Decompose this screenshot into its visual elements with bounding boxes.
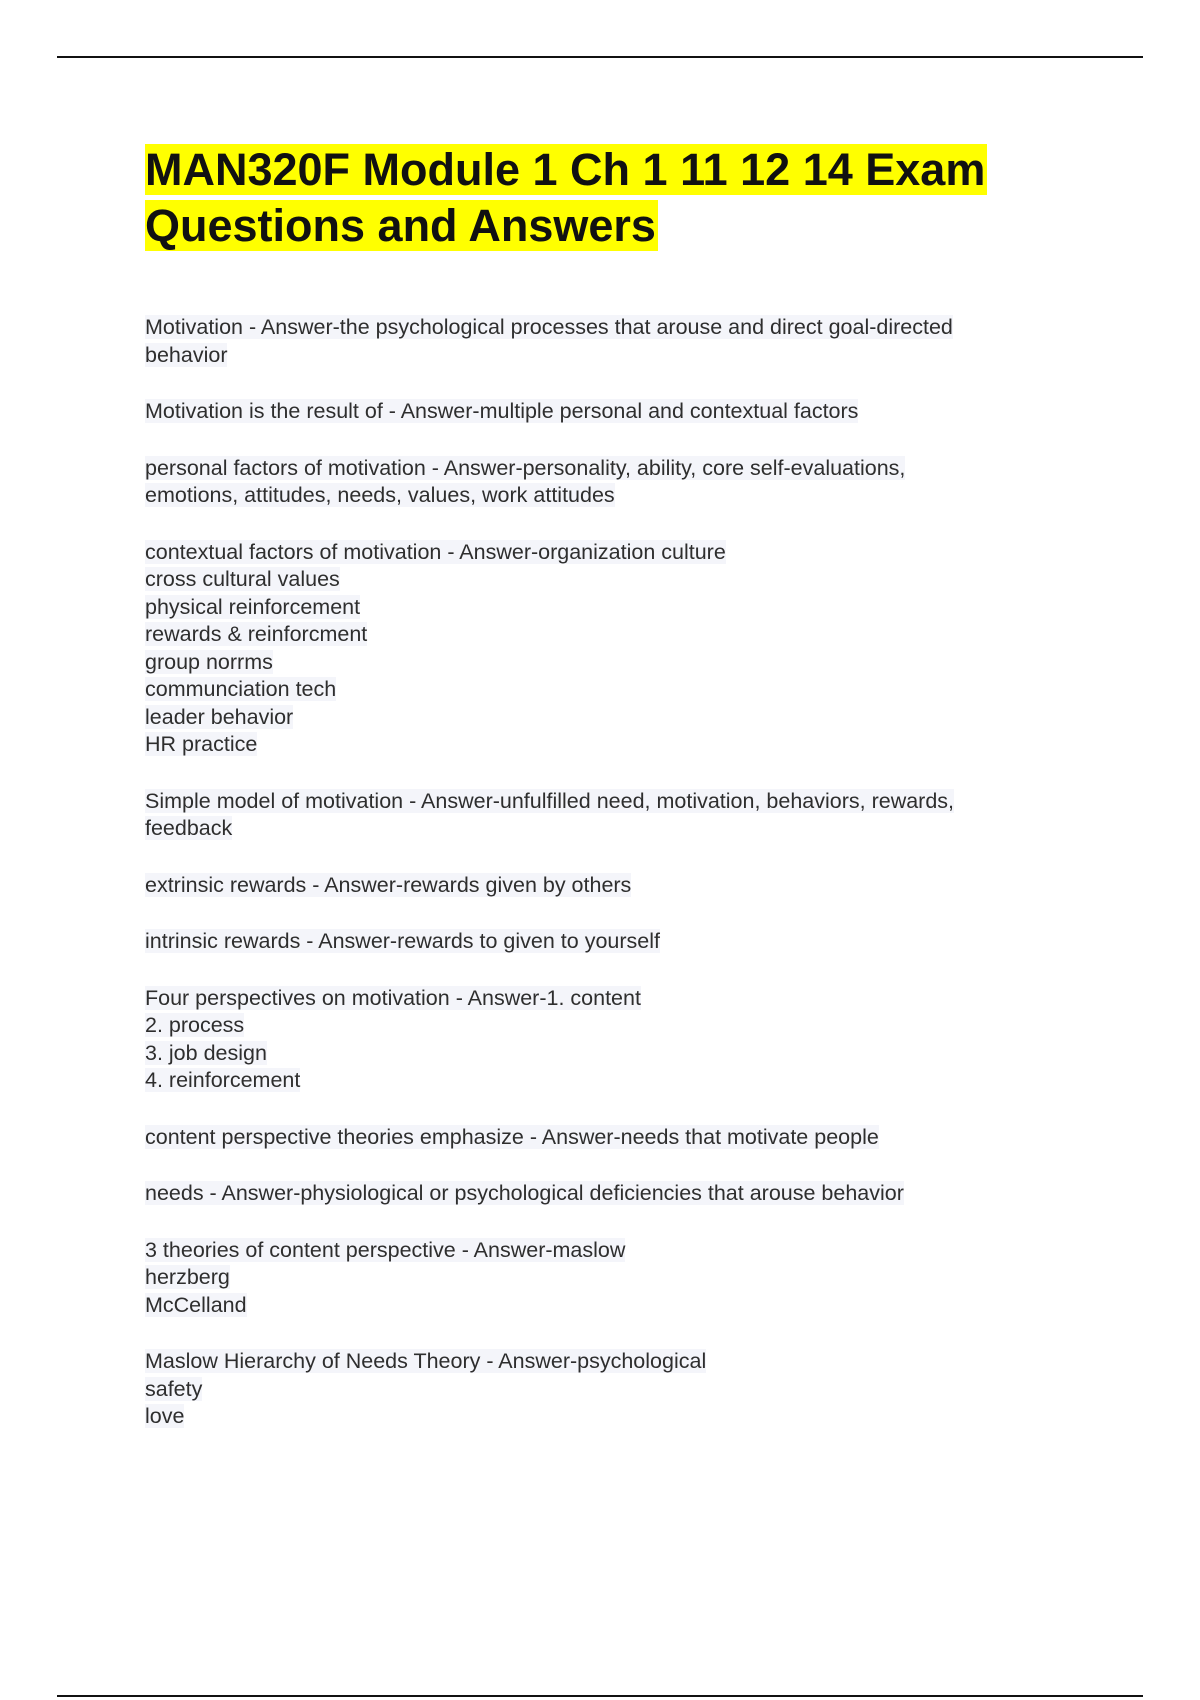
qa-line-text: 3 theories of content perspective - Answer-maslow — [145, 1237, 626, 1262]
qa-line — [145, 731, 1075, 759]
qa-entry — [145, 1348, 1075, 1431]
qa-line-text: personal factors of motivation - Answer-personality, ability, core self-evaluations, — [145, 455, 906, 480]
qa-entry — [145, 539, 1075, 759]
qa-line-text: 2. process — [145, 1013, 245, 1037]
qa-line-text: cross cultural values — [145, 567, 340, 591]
qa-line — [145, 1180, 1075, 1208]
qa-line — [145, 1403, 1075, 1431]
qa-line — [145, 928, 1075, 956]
qa-line — [145, 398, 1075, 426]
qa-line-text: feedback — [145, 816, 233, 840]
top-divider — [57, 56, 1143, 58]
qa-entry — [145, 985, 1075, 1095]
qa-line — [145, 676, 1075, 704]
qa-entry — [145, 314, 1075, 369]
qa-line-text: 4. reinforcement — [145, 1068, 301, 1092]
qa-line — [145, 1040, 1075, 1068]
qa-line — [145, 594, 1075, 622]
qa-line — [145, 649, 1075, 677]
qa-line — [145, 815, 1075, 843]
qa-line-text: Motivation is the result of - Answer-multiple personal and contextual factors — [145, 399, 859, 423]
qa-line-text: Motivation - Answer-the psychological processes that arouse and direct goal-directed — [145, 315, 953, 339]
qa-line-text: contextual factors of motivation - Answer-organization culture — [145, 539, 726, 564]
qa-entry — [145, 788, 1075, 843]
qa-entry — [145, 1180, 1075, 1208]
document-title — [145, 142, 1075, 254]
qa-line — [145, 1124, 1075, 1152]
qa-line — [145, 539, 1075, 567]
qa-line — [145, 342, 1075, 370]
qa-line-text: rewards & reinforcment — [145, 622, 368, 646]
qa-line-text: intrinsic rewards - Answer-rewards to given to yourself — [145, 929, 660, 953]
qa-line — [145, 704, 1075, 732]
qa-line-text: extrinsic rewards - Answer-rewards given by others — [145, 872, 632, 897]
qa-line-text: content perspective theories emphasize - Answer-needs that motivate people — [145, 1124, 879, 1149]
qa-line — [145, 1292, 1075, 1320]
qa-line-text: Maslow Hierarchy of Needs Theory - Answer-psychological — [145, 1349, 707, 1373]
qa-line — [145, 788, 1075, 816]
qa-line-text: Four perspectives on motivation - Answer-1. content — [145, 985, 641, 1010]
bottom-divider — [57, 1695, 1143, 1697]
qa-entry — [145, 1237, 1075, 1320]
qa-line — [145, 985, 1075, 1013]
qa-line — [145, 455, 1075, 483]
qa-line — [145, 621, 1075, 649]
document-title-text: MAN320F Module 1 Ch 1 11 12 14 Exam Questions and Answers — [145, 144, 986, 251]
qa-line-text: love — [145, 1404, 185, 1428]
qa-line — [145, 1067, 1075, 1095]
qa-line-text: group norrms — [145, 649, 273, 674]
qa-line-text: needs - Answer-physiological or psychological deficiencies that arouse behavior — [145, 1181, 904, 1205]
qa-line-text: physical reinforcement — [145, 594, 361, 619]
qa-line-text: HR practice — [145, 732, 258, 756]
qa-line — [145, 314, 1075, 342]
qa-entry — [145, 398, 1075, 426]
qa-entry — [145, 928, 1075, 956]
qa-line — [145, 482, 1075, 510]
qa-line-text: McCelland — [145, 1292, 247, 1317]
qa-line-text: herzberg — [145, 1265, 230, 1289]
qa-entry — [145, 455, 1075, 510]
qa-line-text: safety — [145, 1376, 203, 1401]
qa-list — [145, 314, 1075, 1460]
qa-line — [145, 1348, 1075, 1376]
qa-line — [145, 1264, 1075, 1292]
qa-line — [145, 1376, 1075, 1404]
qa-line-text: communciation tech — [145, 677, 337, 701]
qa-entry — [145, 872, 1075, 900]
qa-line-text: leader behavior — [145, 704, 294, 729]
qa-entry — [145, 1124, 1075, 1152]
qa-line — [145, 566, 1075, 594]
qa-line-text: behavior — [145, 342, 228, 367]
qa-line-text: Simple model of motivation - Answer-unfulfilled need, motivation, behaviors, rewards, — [145, 788, 955, 813]
qa-line — [145, 872, 1075, 900]
qa-line — [145, 1012, 1075, 1040]
qa-line-text: emotions, attitudes, needs, values, work attitudes — [145, 483, 615, 507]
qa-line-text: 3. job design — [145, 1040, 267, 1065]
qa-line — [145, 1237, 1075, 1265]
